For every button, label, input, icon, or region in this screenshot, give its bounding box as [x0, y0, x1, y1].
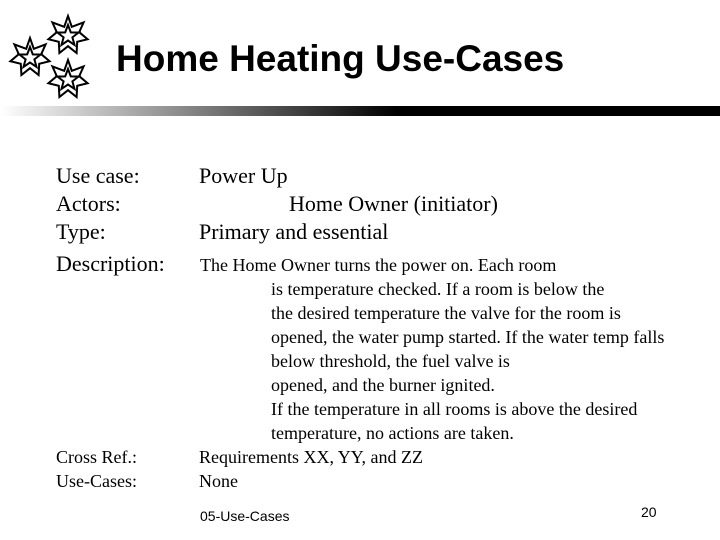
use-case-value: Power Up — [199, 163, 288, 188]
use-cases-value: None — [199, 471, 238, 491]
use-cases-label: Use-Cases: — [56, 471, 137, 491]
stars-logo-icon — [4, 8, 96, 100]
description-line: temperature, no actions are taken. — [271, 423, 514, 443]
description-line: If the temperature in all rooms is above the desired — [271, 399, 638, 419]
actors-label: Actors: — [56, 191, 121, 216]
footer-label: 05-Use-Cases — [200, 508, 290, 524]
description-line: opened, the water pump started. If the water temp falls — [271, 327, 665, 347]
title-gradient-bar — [0, 106, 720, 116]
type-label: Type: — [56, 219, 106, 244]
slide-title: Home Heating Use-Cases — [116, 38, 565, 79]
cross-ref-value: Requirements XX, YY, and ZZ — [199, 447, 423, 467]
type-value: Primary and essential — [199, 219, 389, 244]
actors-value: Home Owner (initiator) — [289, 191, 498, 216]
description-line: The Home Owner turns the power on. Each room — [200, 255, 557, 275]
use-case-label: Use case: — [56, 163, 140, 188]
description-line: the desired temperature the valve for the room is — [271, 303, 621, 323]
description-label: Description: — [56, 251, 165, 276]
description-line: below threshold, the fuel valve is — [271, 351, 510, 371]
cross-ref-label: Cross Ref.: — [56, 447, 137, 467]
description-line: opened, and the burner ignited. — [271, 375, 495, 395]
page-number: 20 — [641, 504, 657, 520]
description-line: is temperature checked. If a room is below the — [271, 279, 605, 299]
